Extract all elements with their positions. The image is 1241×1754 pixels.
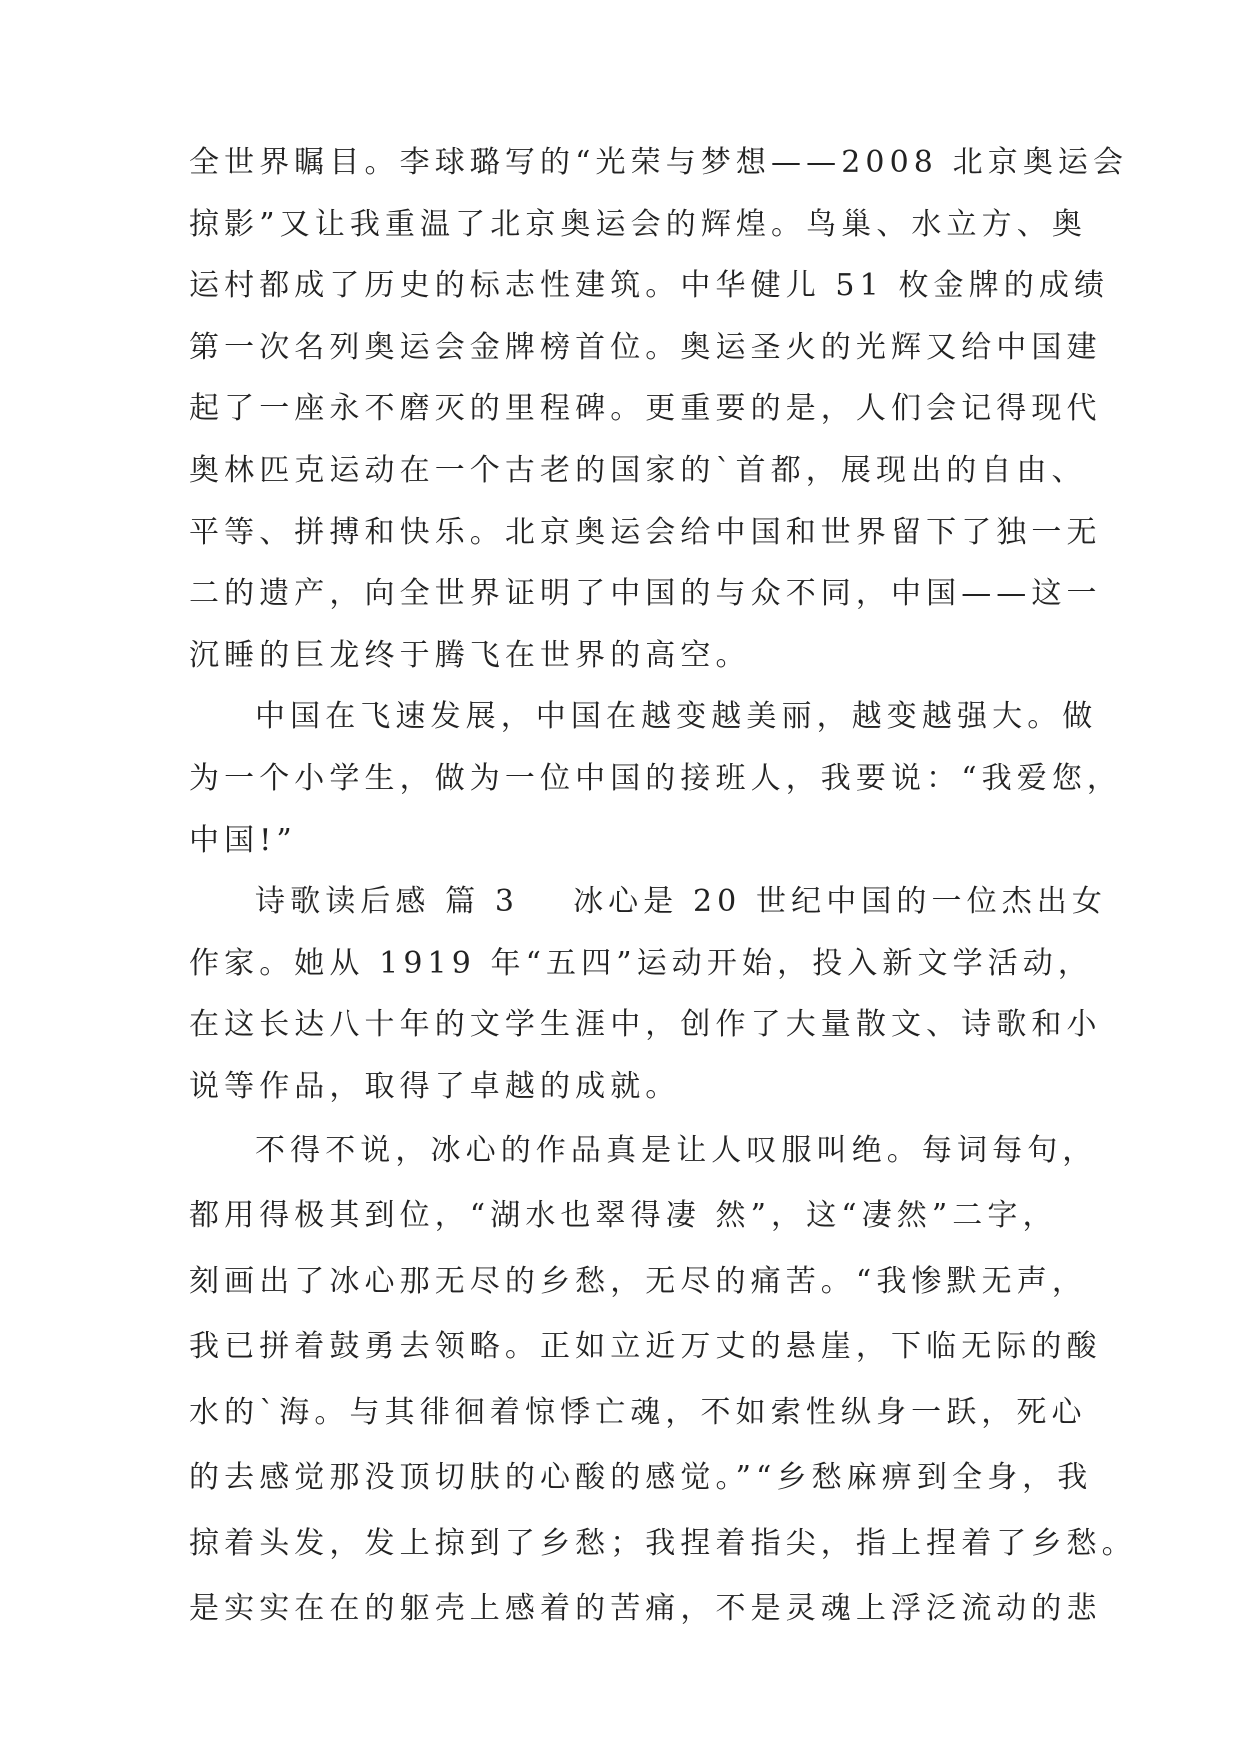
text-line: 的去感觉那没顶切肤的心酸的感觉。”“乡愁麻痹到全身，我 xyxy=(189,1460,1093,1495)
text-line: 掠着头发，发上掠到了乡愁；我捏着指尖，指上捏着了乡愁。 xyxy=(189,1525,1137,1561)
text-line: 运村都成了历史的标志性建筑。中华健儿 51 枚金牌的成绩 xyxy=(189,268,1110,304)
text-line: 平等、拼搏和快乐。北京奥运会给中国和世界留下了独一无 xyxy=(189,514,1102,550)
text-line: 奥林匹克运动在一个古老的国家的`首都，展现出的自由、 xyxy=(189,452,1087,488)
text-line: 为一个小学生，做为一位中国的接班人，我要说：“我爱您， xyxy=(189,760,1123,796)
text-line: 水的`海。与其徘徊着惊悸亡魂，不如索性纵身一跃，死心 xyxy=(189,1394,1087,1430)
text-line: 说等作品，取得了卓越的成就。 xyxy=(189,1068,681,1104)
text-line: 沉睡的巨龙终于腾飞在世界的高空。 xyxy=(189,637,751,673)
text-line: 不得不说，冰心的作品真是让人叹服叫绝。每词每句， xyxy=(255,1132,1098,1168)
text-line: 全世界瞩目。李球璐写的“光荣与梦想——2008 北京奥运会 xyxy=(189,145,1129,180)
text-line: 二的遗产，向全世界证明了中国的与众不同，中国——这一 xyxy=(189,576,1102,612)
text-line: 中国!” xyxy=(189,822,297,858)
section-heading: 诗歌读后感 篇 3 xyxy=(255,884,520,920)
text-line: 起了一座永不磨灭的里程碑。更重要的是，人们会记得现代 xyxy=(189,391,1102,427)
section-lead-text: 冰心是 20 世纪中国的一位杰出女 xyxy=(573,884,1108,920)
text-line: 都用得极其到位，“湖水也翠得凄 然”，这“凄然”二字， xyxy=(189,1198,1058,1233)
text-line: 作家。她从 1919 年“五四”运动开始，投入新文学活动， xyxy=(189,945,1093,981)
text-line: 刻画出了冰心那无尽的乡愁，无尽的痛苦。“我惨默无声， xyxy=(189,1263,1087,1299)
section-heading-line xyxy=(189,871,1108,933)
text-line: 我已拼着鼓勇去领略。正如立近万丈的悬崖，下临无际的酸 xyxy=(189,1329,1102,1364)
text-line: 中国在飞速发展，中国在越变越美丽，越变越强大。做 xyxy=(255,699,1098,735)
text-line: 第一次名列奥运会金牌榜首位。奥运圣火的光辉又给中国建 xyxy=(189,329,1102,365)
body-text xyxy=(189,132,1137,1642)
text-line: 掠影”又让我重温了北京奥运会的辉煌。鸟巢、水立方、奥 xyxy=(189,206,1087,242)
text-line: 在这长达八十年的文学生涯中，创作了大量散文、诗歌和小 xyxy=(189,1007,1102,1043)
text-line: 是实实在在的躯壳上感着的苦痛，不是灵魂上浮泛流动的悲 xyxy=(189,1591,1102,1626)
